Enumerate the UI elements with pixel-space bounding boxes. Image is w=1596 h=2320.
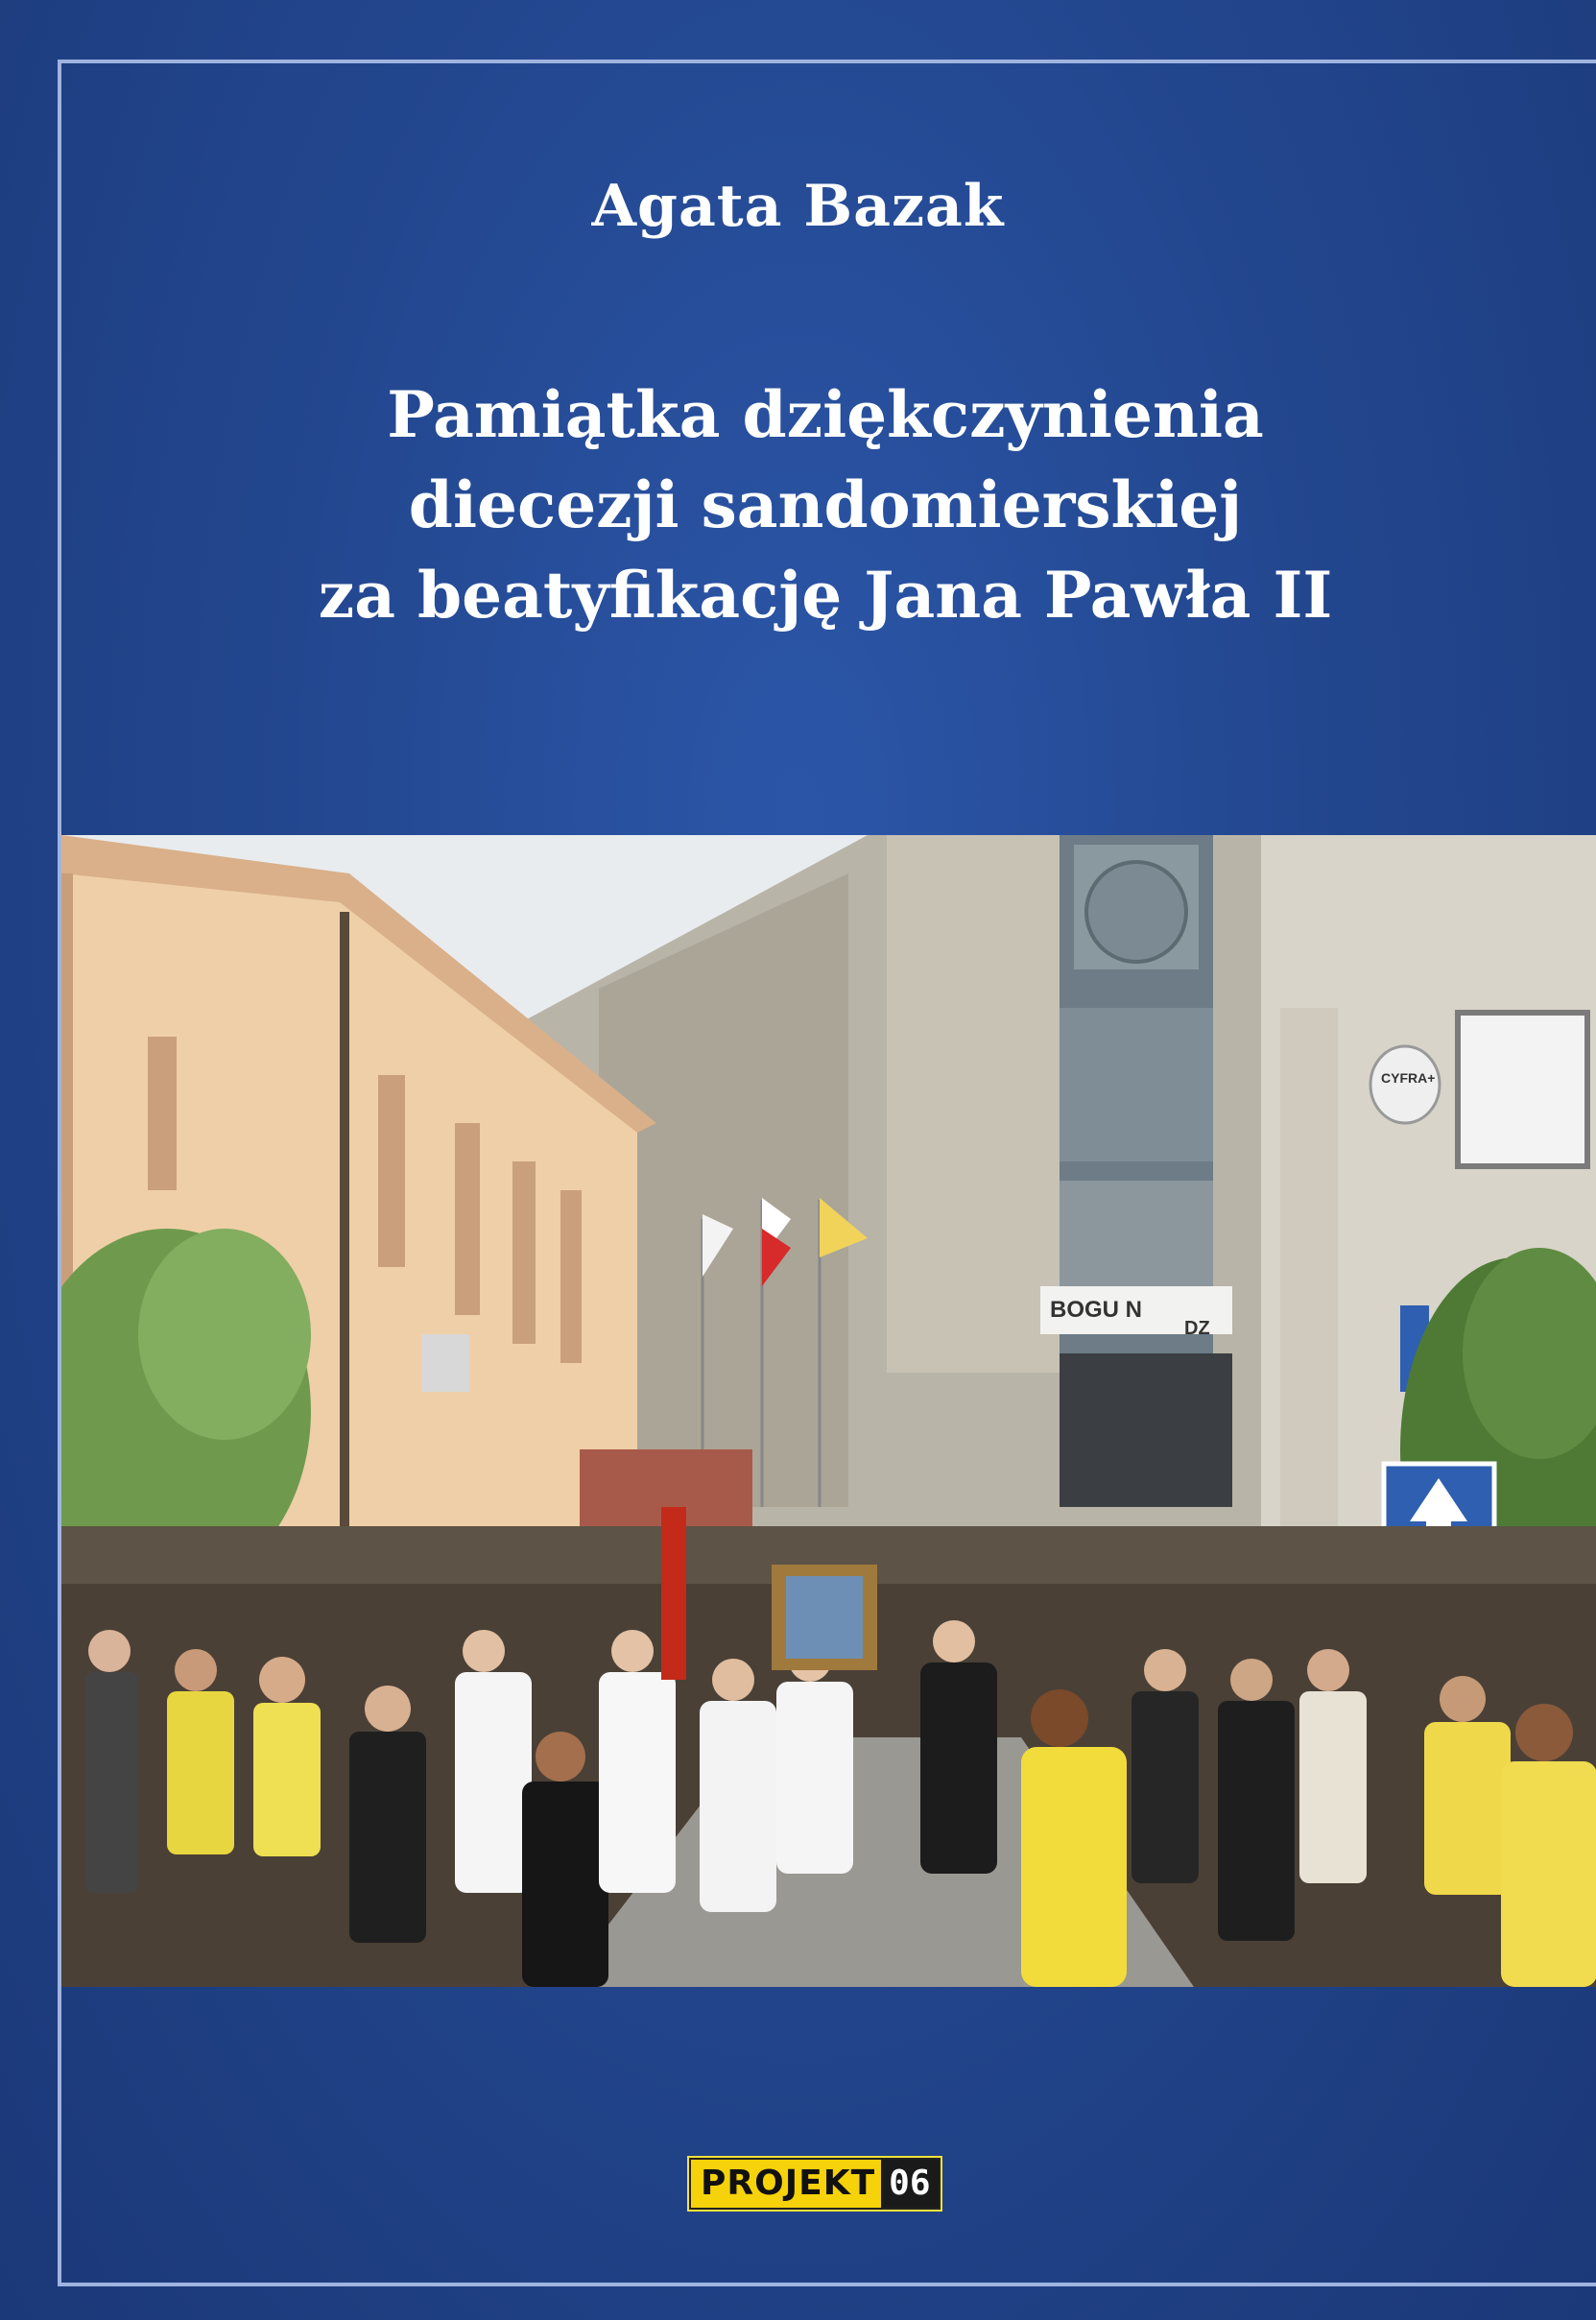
publisher-logo-number: 06 [881,2160,938,2208]
procession-photo [61,835,1596,1987]
church-banner-text: BOGU N [1050,1297,1142,1323]
publisher-logo-text: PROJEKT [691,2160,881,2208]
church-banner-text-2: DZ [1184,1318,1210,1339]
title-line-1: Pamiątka dziękczynienia [387,377,1264,452]
satellite-dish-text: CYFRA+ [1381,1070,1436,1086]
title-line-2: diecezji sandomierskiej [408,467,1243,542]
title-line-3: za beatyfikację Jana Pawła II [318,558,1333,633]
author-name: Agata Bazak [591,173,1005,240]
publisher-logo [689,2158,941,2210]
book-title [96,370,1555,640]
